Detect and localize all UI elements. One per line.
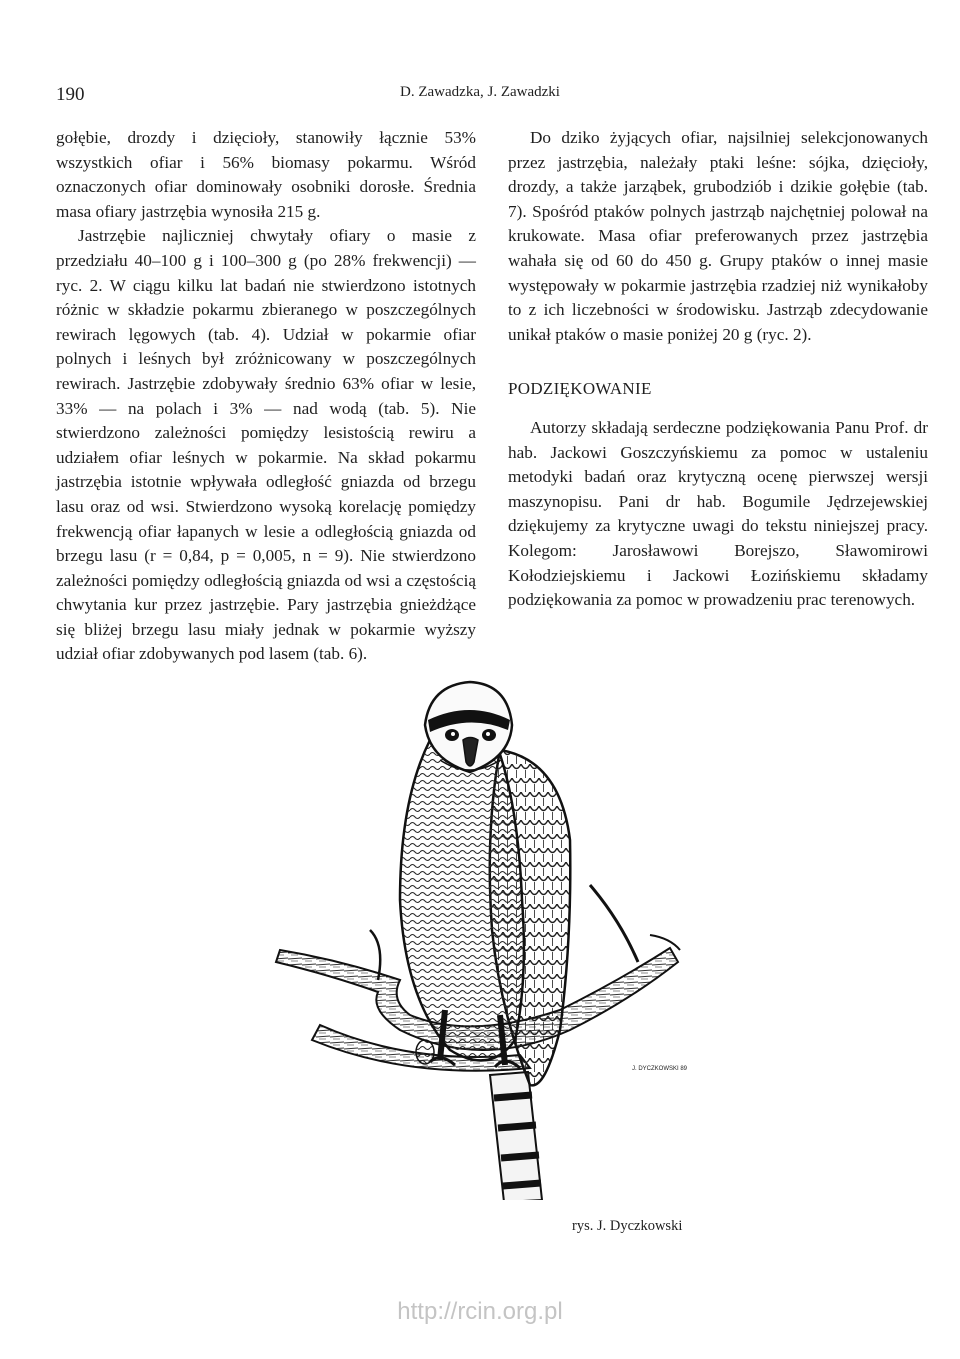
paragraph-acknowledgements: Autorzy składają serdeczne podziękowania Panu Prof. dr hab. Jackowi Goszczyńskiemu za pomoc w ustaleniu metodyki badań oraz krytyczną ocenę pierwszej wersji maszynopisu. Pani dr hab. Bogumile Jędrzejewskiej dziękujemy za krytyczne uwagi do tekstu niniejszej pracy. Kolegom: Jarosławowi Borejszo, Sławomirowi Kołodziejskiemu i Jackowi Łozińskiemu składamy podziękowania za pomoc w prowadzeniu prac terenowych.	[508, 417, 928, 610]
acknowledgements-heading: PODZIĘKOWANIE	[508, 379, 652, 399]
left-column	[56, 126, 476, 667]
paragraph-prey-selection: Do dziko żyjących ofiar, najsilniej selekcjonowanych przez jastrzębia, należały ptaki leśne: sójka, dzięcioły, drozdy, a także jarząbek, grubodziób i dzikie gołębie (tab. 7). Spośród ptaków polnych jastrząb najchętniej polował na krukowate. Masa ofiar preferowanych przez jastrzębia wahała się od 60 do 450 g. Grupy ptaków o innej masie występowały w pokarmie jastrzębia rzadziej niż wynikałoby to z ich liczebności w środowisku. Jastrząb zdecydowanie unikał ptaków o masie poniżej 20 g (ryc. 2).	[508, 128, 928, 344]
paragraph-food-composition: gołębie, drozdy i dzięcioły, stanowiły łącznie 53% wszystkich ofiar i 56% biomasy pokarmu. Wśród oznaczonych ofiar dominowały osobniki dorosłe. Średnia masa ofiary jastrzębia wynosiła 215 g.	[56, 128, 476, 221]
page-number: 190	[56, 84, 85, 105]
footer-watermark-url: http://rcin.org.pl	[397, 1298, 563, 1325]
artist-signature: J. DYCZKOWSKI 89	[632, 1066, 688, 1072]
paragraph-prey-mass-results: Jastrzębie najliczniej chwytały ofiary o masie z przedziału 40–100 g i 100–300 g (po 28% frekwencji) — ryc. 2. W ciągu kilku lat badań nie stwierdzono istotnych różnic w składzie pokarmu zbieranego w poszczególnych rewirach lęgowych (tab. 4). Udział w pokarmie ofiar polnych i leśnych był zróżnicowany w poszczególnych rewirach. Jastrzębie zdobywały średnio 63% ofiar w lesie, 33% — na polach i 3% — nad wodą (tab. 5). Nie stwierdzono zależności pomiędzy lesistością rewiru a udziałem ofiar leśnych w pokarmie. Na skład pokarmu jastrzębia istotnie wpływała odległość gniazda od brzegu lasu oraz od wsi. Stwierdzono wysoką korelację pomiędzy frekwencją ofiar łapanych w lesie a odległością gniazda od brzegu lasu (r = 0,84, p = 0,005, n = 9). Nie stwierdzono zależności pomiędzy odległością gniazda od wsi a częstością chwytania kur przez jastrzębie. Pary jastrzębia gnieżdżące się bliżej brzegu lasu miały jednak w pokarmie wyższy udział ofiar zdobywanych pod lasem (tab. 6).	[56, 226, 476, 664]
goshawk-drawing	[260, 680, 700, 1200]
goshawk-illustration	[260, 680, 700, 1200]
right-column	[508, 126, 928, 613]
running-header-authors: D. Zawadzka, J. Zawadzki	[400, 84, 560, 100]
figure-caption: rys. J. Dyczkowski	[572, 1218, 683, 1234]
